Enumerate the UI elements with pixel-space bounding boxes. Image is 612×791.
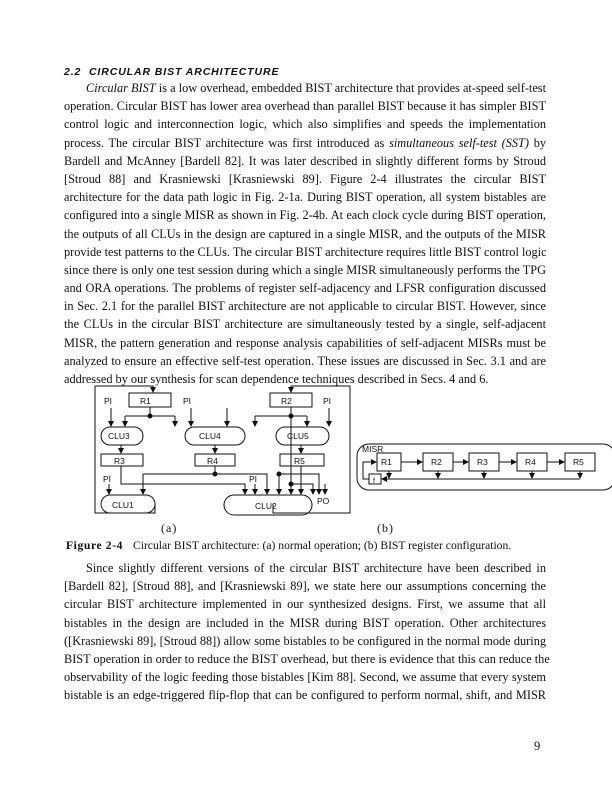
register-r1-label: R1 (140, 396, 151, 406)
paragraph-line (64, 115, 546, 133)
figure-2-4 (95, 384, 584, 539)
section-title: CIRCULAR BIST ARCHITECTURE (88, 66, 280, 78)
text-run: provide test patterns to the CLUs. The circular BIST architecture requires little BIST control logic (64, 244, 547, 259)
po-label: PO (317, 496, 330, 506)
paragraph-line (64, 315, 546, 333)
clu2-label: CLU2 (255, 501, 277, 511)
clu3-label: CLU3 (108, 431, 130, 441)
text-run: the outputs of all CLUs in the design are captured in a single MISR, and the outputs of the MISR (64, 226, 546, 241)
text-run: by (529, 135, 547, 150)
figure-number: Figure 2-4 (66, 539, 123, 552)
paragraph-line (64, 334, 546, 352)
feedback-function-box (369, 474, 381, 484)
text-run: MISR, the pattern generation and response analysis capabilities of self-adjacent MISRs must be (64, 335, 546, 350)
pi-label: PI (183, 396, 192, 406)
misr-title: MISR (362, 444, 384, 454)
section-number: 2.2 (64, 66, 82, 78)
paragraph-line: [Bardell 82], [Stroud 88], and [Krasniewski 89], we state here our assumptions concerning the (64, 579, 546, 594)
paragraph-line (64, 352, 546, 370)
figure-caption-text: Circular BIST architecture: (a) normal operation; (b) BIST register configuration. (132, 539, 512, 552)
misr-register-r1-label: R1 (381, 457, 392, 467)
text-run: since there is only one test session during which a single MISR simultaneously performs the TPG (64, 262, 546, 277)
page-number: 9 (534, 739, 541, 753)
text-run: process. The circular BIST architecture was first introduced as (64, 135, 390, 150)
paragraph-line (64, 243, 546, 261)
register-r5-label: R5 (294, 456, 305, 466)
figure-caption (66, 539, 511, 552)
text-run: and ORA operations. The problems of register self-adjacency and LFSR configuration discussed (64, 281, 546, 296)
text-run: architecture for the data path logic in Fig. 2-1a. During BIST operation, all system bistables are (64, 190, 546, 205)
feedback-label: f (373, 478, 375, 485)
register-r4-label: R4 (207, 456, 218, 466)
italic-term: Circular BIST (86, 81, 156, 95)
paragraph-line (64, 188, 546, 206)
italic-term: simultaneous self-test (SST) (389, 135, 529, 150)
section-heading (64, 66, 279, 78)
paragraph-line: bistable is an edge-triggered flip-flop that can be configured to perform normal, shift, and MISR (64, 688, 546, 703)
text-run: Bardell and McAnney [Bardell 82]. It was later described in slightly different forms by Stroud (64, 153, 546, 168)
text-run: operation. Circular BIST has lower area overhead than parallel BIST because it has simpler BIST (64, 99, 546, 114)
paragraph-line (64, 170, 546, 188)
misr-register-r5-label: R5 (573, 457, 584, 467)
text-run: [Stroud 88] and Krasniewski [Krasniewski 89]. Figure 2-4 illustrates the circular BIST (64, 171, 546, 186)
paragraph-line: BIST operation in order to reduce the BIST overhead, but there is evidence that this can reduce the (64, 651, 550, 666)
figure-part-a-label: (a) (161, 521, 178, 535)
clu1-label: CLU1 (112, 500, 134, 510)
text-run: the CLUs in the circular BIST architecture are simultaneously tested by a single, self-adjacent (64, 317, 546, 332)
text-run: is a low overhead, embedded BIST architecture that provides at-speed self-test (155, 81, 546, 95)
text-run: configured into a single MISR as shown in Fig. 2-4b. At each clock cycle during BIST operation, (64, 208, 546, 223)
misr-boundary (357, 444, 612, 490)
misr-register-r2-label: R2 (431, 457, 442, 467)
misr-register-r3-label: R3 (477, 457, 488, 467)
paragraph-line (64, 97, 546, 115)
pi-label: PI (103, 474, 112, 484)
figure-part-b (357, 444, 612, 490)
text-run: addressed by our synthesis for scan dependence techniques described in Secs. 4 and 6. (64, 372, 489, 386)
paragraph-2 (64, 559, 550, 705)
register-r2-label: R2 (281, 396, 292, 406)
paragraph-line (64, 206, 546, 224)
register-r3-label: R3 (114, 456, 125, 466)
paragraph-line: bistables in the design are included in the MISR during BIST operation. Other architectures (64, 615, 546, 630)
text-run: analyzed to ensure an effective self-test operation. These issues are discussed in Sec. 3.1 and are (64, 353, 546, 368)
paragraph-line: ([Krasniewski 89], [Stroud 88]) allow some bistables to be configured in the normal mode during (64, 633, 546, 648)
pi-label: PI (104, 396, 113, 406)
paragraph-line (64, 225, 546, 243)
pi-label: PI (323, 396, 332, 406)
paragraph-line (64, 152, 546, 170)
pi-label: PI (249, 474, 258, 484)
clu5-label: CLU5 (287, 431, 309, 441)
figure-diagram (95, 384, 584, 534)
text-run: control logic and interconnection logic, which also simplifies and speeds the implementation (64, 117, 546, 132)
paragraph-line (64, 297, 546, 315)
paragraph-line (64, 261, 546, 279)
paragraph-line: observability of the logic feeding those bistables [Kim 88]. Second, we assume that every system (64, 670, 546, 685)
paragraph-1 (64, 79, 546, 388)
paragraph-line (64, 279, 546, 297)
misr-register-r4-label: R4 (525, 457, 536, 467)
paragraph-line: Since slightly different versions of the circular BIST architecture have been described in (86, 561, 546, 575)
text-run: in Sec. 2.1 for the parallel BIST architecture are not applicable to circular BIST. However, since (64, 299, 546, 314)
paragraph-line: circular BIST architecture implemented in our synthesized designs. First, we assume that all (64, 597, 546, 612)
clu4-label: CLU4 (199, 431, 221, 441)
figure-part-b-label: (b) (377, 521, 394, 535)
figure-part-a (95, 386, 350, 515)
paragraph-line (64, 134, 546, 152)
paragraph-line (64, 79, 546, 97)
